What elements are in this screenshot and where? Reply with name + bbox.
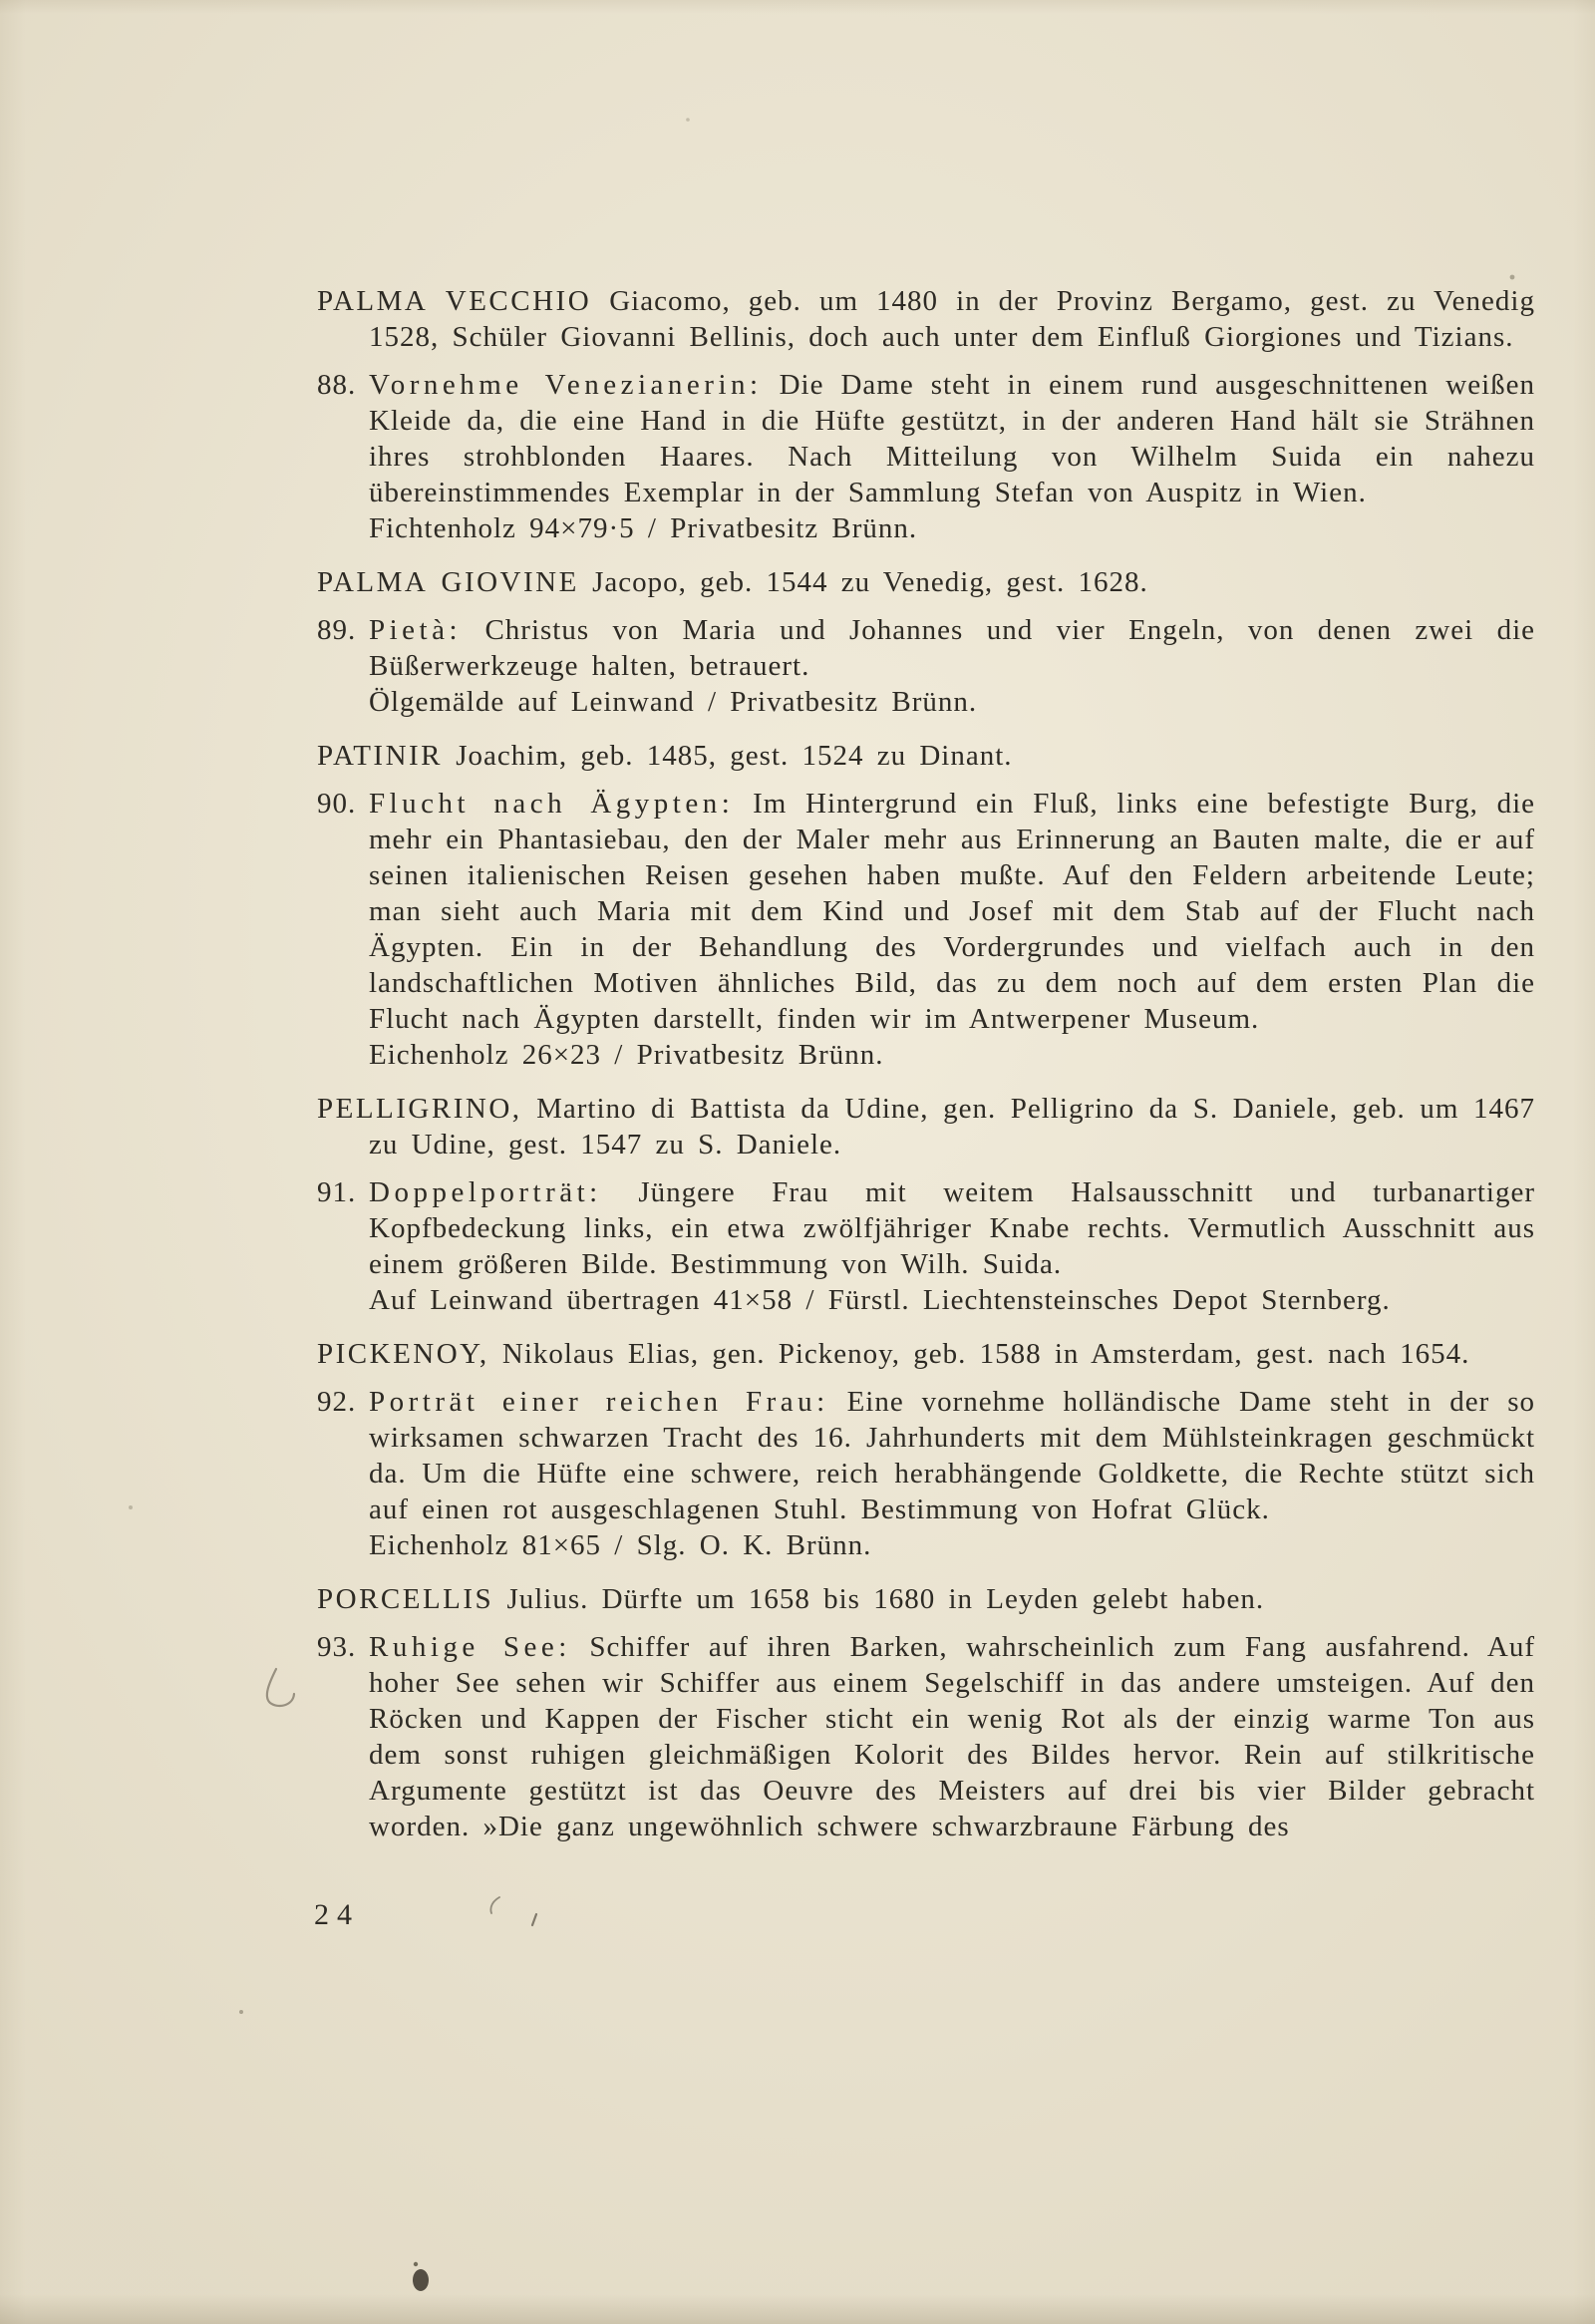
entry-title: Doppelporträt: xyxy=(369,1176,602,1208)
entry-details: Eichenholz 81×65 / Slg. O. K. Brünn. xyxy=(369,1529,872,1561)
entry-description xyxy=(369,786,1535,1037)
catalog-entry-92 xyxy=(317,1384,1535,1563)
entry-text: Christus von Maria und Johannes und vier Engeln, von denen zwei die Büßerwerkzeuge halten, betrauert. xyxy=(369,614,1536,682)
entry-title: Vornehme Venezianerin: xyxy=(369,369,763,401)
dust-speck xyxy=(686,118,690,122)
entry-title: Flucht nach Ägypten: xyxy=(369,788,735,820)
stray-tick-mark xyxy=(532,1914,536,1925)
entry-text: Schiffer auf ihren Barken, wahrscheinlich zum Fang ausfahrend. Auf hoher See sehen wir Schiffer aus einem Segelschiff in das andere umsteigen. Auf den Röcken und Kappen der Fischer sticht ein wenig Rot als der einzig warme Ton aus dem sonst ruhigen gleichmäßigen Kolorit des Bildes hervor. Rein auf stilkritische Argumente gestützt ist das Oeuvre des Meisters auf drei bis vier Bilder gebracht worden. »Die ganz ungewöhnlich schwere schwarzbraune Färbung des xyxy=(369,1631,1536,1842)
entry-description xyxy=(369,367,1535,510)
entry-details: Ölgemälde auf Leinwand / Privatbesitz Brünn. xyxy=(369,686,978,718)
entry-number: 92. xyxy=(317,1386,357,1418)
artist-bio: Joachim, geb. 1485, gest. 1524 zu Dinant. xyxy=(443,740,1013,772)
pencil-check-mark xyxy=(267,1669,294,1706)
entry-number: 89. xyxy=(317,614,357,646)
artist-heading-pelligrino xyxy=(317,1091,1535,1162)
entry-title: Ruhige See: xyxy=(369,1631,571,1663)
entry-title: Pietà: xyxy=(369,614,463,646)
artist-name: PALMA GIOVINE xyxy=(317,566,579,598)
dust-speck xyxy=(1510,275,1515,280)
ink-speck xyxy=(414,2262,418,2266)
dust-speck xyxy=(129,1505,133,1509)
entry-description xyxy=(369,1384,1535,1527)
entry-details: Eichenholz 26×23 / Privatbesitz Brünn. xyxy=(369,1039,884,1071)
artist-name: PICKENOY, xyxy=(317,1338,489,1370)
entry-number: 93. xyxy=(317,1631,357,1663)
artist-heading-pickenoy xyxy=(317,1336,1535,1372)
catalog-entry-93 xyxy=(317,1629,1535,1844)
artist-bio: Julius. Dürfte um 1658 bis 1680 in Leyden gelebt haben. xyxy=(493,1583,1265,1615)
artist-name: PELLIGRINO, xyxy=(317,1093,522,1125)
stray-paren-mark xyxy=(490,1897,499,1913)
artist-heading-palma-giovine xyxy=(317,564,1535,600)
entry-details: Auf Leinwand übertragen 41×58 / Fürstl. Liechtensteinsches Depot Sternberg. xyxy=(369,1284,1391,1316)
catalog-entry-91 xyxy=(317,1174,1535,1318)
entry-title: Porträt einer reichen Frau: xyxy=(369,1386,829,1418)
entry-number: 91. xyxy=(317,1176,357,1208)
entry-text: Die Dame steht in einem rund ausgeschnittenen weißen Kleide da, die eine Hand in die Hüfte gestützt, in der anderen Hand hält sie Strähnen ihres strohblonden Haares. Nach Mitteilung von Wilhelm Suida ein nahezu übereinstimmendes Exemplar in der Sammlung Stefan von Auspitz in Wien. xyxy=(369,369,1535,508)
artist-heading-patinir xyxy=(317,738,1535,774)
artist-bio: Nikolaus Elias, gen. Pickenoy, geb. 1588 in Amsterdam, gest. nach 1654. xyxy=(488,1338,1470,1370)
entry-details: Fichtenholz 94×79·5 / Privatbesitz Brünn. xyxy=(369,512,918,544)
page-number: 24 xyxy=(314,1898,360,1931)
ink-blot xyxy=(413,2269,429,2291)
entry-description xyxy=(369,612,1535,684)
artist-heading-palma-vecchio xyxy=(317,283,1535,355)
dust-speck xyxy=(239,2010,243,2014)
entry-number: 88. xyxy=(317,369,357,401)
artist-name: PATINIR xyxy=(317,740,444,772)
catalog-entry-90 xyxy=(317,786,1535,1073)
artist-bio: Martino di Battista da Udine, gen. Pelligrino da S. Daniele, geb. um 1467 zu Udine, gest. 1547 zu S. Daniele. xyxy=(369,1093,1535,1161)
entry-text: Jüngere Frau mit weitem Halsausschnitt und turbanartiger Kopfbedeckung links, ein etwa zwölfjähriger Knabe rechts. Vermutlich Ausschnitt aus einem größeren Bilde. Bestimmung von Wilh. Suida. xyxy=(369,1176,1535,1280)
artist-heading-porcellis xyxy=(317,1581,1535,1617)
artist-name: PALMA VECCHIO xyxy=(317,285,592,317)
entry-text: Eine vornehme holländische Dame steht in der so wirksamen schwarzen Tracht des 16. Jahrhunderts mit dem Mühlsteinkragen geschmückt da. Um die Hüfte eine schwere, reich herabhängende Goldkette, die Rechte stützt sich auf einen rot ausgeschlagenen Stuhl. Bestimmung von Hofrat Glück. xyxy=(369,1386,1536,1525)
artist-bio: Jacopo, geb. 1544 zu Venedig, gest. 1628. xyxy=(578,566,1148,598)
artist-name: PORCELLIS xyxy=(317,1583,494,1615)
text-block xyxy=(317,283,1535,1844)
catalog-entry-89 xyxy=(317,612,1535,720)
entry-text: Im Hintergrund ein Fluß, links eine befestigte Burg, die mehr ein Phantasiebau, den der Maler mehr aus Erinnerung an Bauten malte, die er auf seinen italienischen Reisen gesehen haben mußte. Auf den Feldern arbeitende Leute; man sieht auch Maria mit dem Kind und Josef mit dem Stab auf der Flucht nach Ägypten. Ein in der Behandlung des Vordergrundes und vielfach auch in den landschaftlichen Motiven ähnliches Bild, das zu dem noch auf dem ersten Plan die Flucht nach Ägypten darstellt, finden wir im Antwerpener Museum. xyxy=(369,788,1536,1035)
catalog-entry-88 xyxy=(317,367,1535,546)
artist-bio: Giacomo, geb. um 1480 in der Provinz Bergamo, gest. zu Venedig 1528, Schüler Giovanni Bellinis, doch auch unter dem Einfluß Giorgiones und Tizians. xyxy=(369,285,1535,353)
entry-number: 90. xyxy=(317,788,357,820)
entry-description xyxy=(369,1629,1535,1844)
entry-description xyxy=(369,1174,1535,1282)
